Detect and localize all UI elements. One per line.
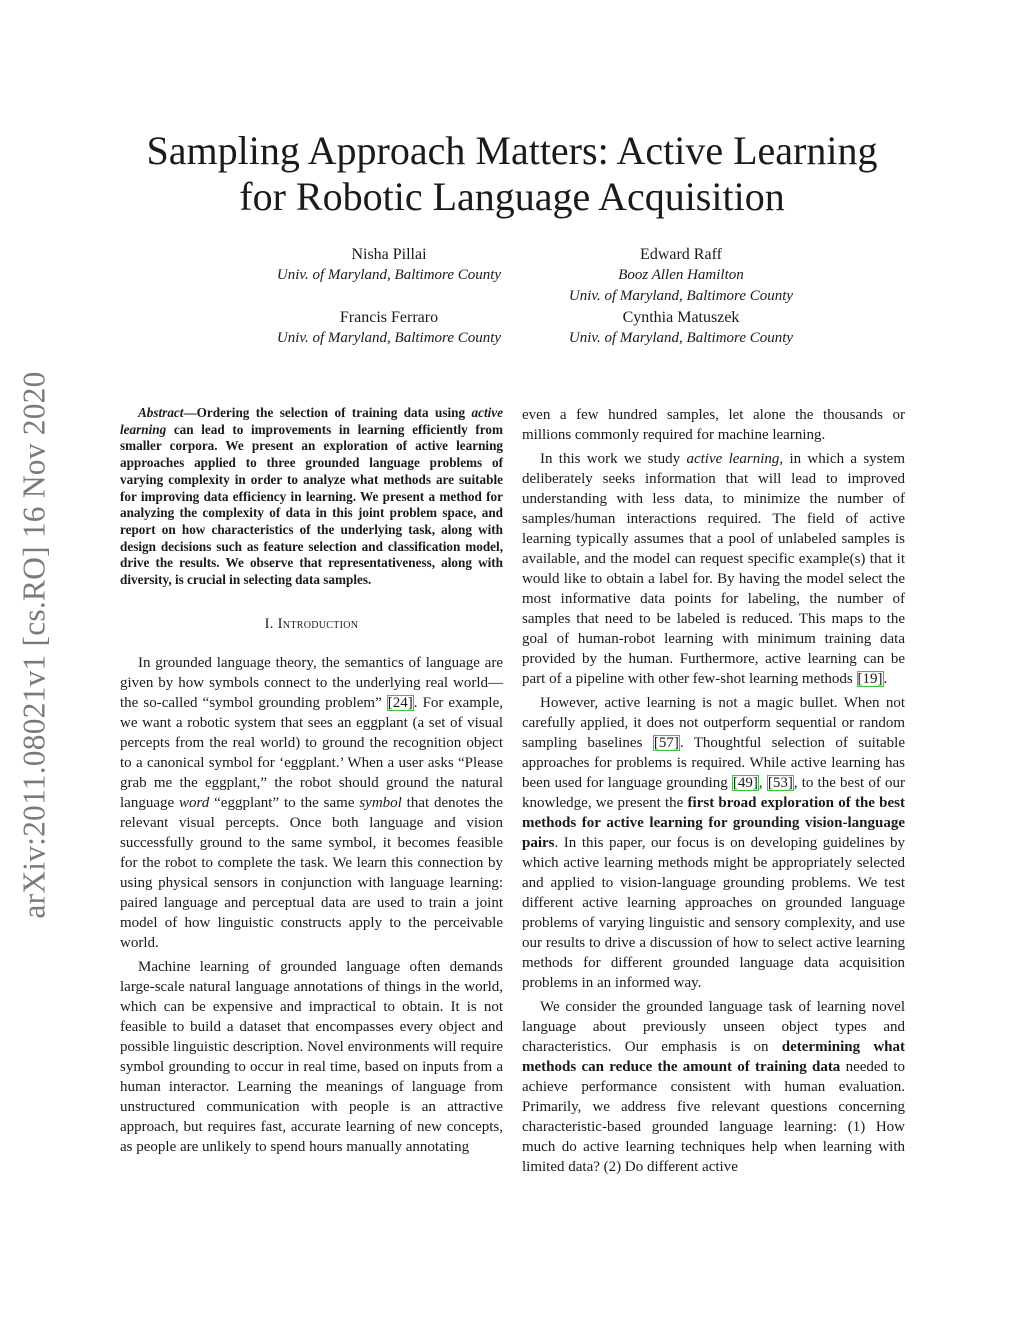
author-block-2 (501, 244, 861, 307)
abstract: Abstract—Ordering the selection of training data using active learning can lead to improvements in learning efficiently from smaller corpora. We present an exploration of active learning approaches applied to three grounded language problems of varying complexity in order to analyze what methods are suitable for improving data efficiency in learning. We present a method for analyzing the complexity of data in this joint problem space, and report on how characteristics of the underlying task, along with design decisions such as feature selection and classification model, drive the results. We observe that representativeness, along with diversity, is crucial in selecting data samples. (120, 405, 503, 588)
author-name: Cynthia Matuszek (622, 309, 740, 326)
intro-paragraph-5: We consider the grounded language task of learning novel language about previously unseen object types and characteristics. Our emphasis is on determining what methods can reduce the amount of training data needed to achieve performance consistent with human evaluation. Primarily, we address five relevant questions concerning characteristic-based grounded language learning: (1) How much do active learning techniques help when learning with limited data? (2) Do different active (522, 999, 906, 1175)
paper-title (0, 128, 1024, 220)
citation-link[interactable]: [57] (653, 735, 679, 751)
citation-link[interactable]: [24] (387, 694, 413, 711)
author-affiliation: Univ. of Maryland, Baltimore County (568, 330, 794, 346)
author-block-4 (501, 307, 861, 349)
citation-link[interactable]: [53] (767, 775, 793, 791)
author-name: Francis Ferraro (339, 309, 439, 326)
author-name: Edward Raff (640, 246, 722, 263)
title-line-1: Sampling Approach Matters: Active Learning (146, 128, 878, 173)
arxiv-text: arXiv:2011.08021v1 [cs.RO] 16 Nov 2020 (17, 371, 53, 919)
section-number: I. (264, 615, 274, 632)
arxiv-identifier (13, 345, 57, 945)
intro-paragraph-3: In this work we study active learning, in which a system deliberately seeks information that will lead to improved understanding with less data, to minimize the number of samples/human interactions required. The field of active learning typically assumes that a pool of unlabeled samples is available, and the model can request specific example(s) that it would like to obtain a label for. By having the model select the most informative data points for labeling, the number of samples that need to be labeled is reduced. This maps to the goal of human-robot learning with minimum training data provided by the human. Furthermore, active learning can be part of a pipeline with other few-shot learning methods [19]. (522, 451, 905, 687)
citation-link[interactable]: [19] (857, 671, 883, 687)
citation-link[interactable]: [49] (732, 775, 758, 791)
left-column (120, 405, 503, 1157)
right-column (522, 405, 905, 1177)
section-heading (120, 614, 503, 634)
intro-paragraph-continued: even a few hundred samples, let alone the thousands or millions commonly required for machine learning. (522, 407, 905, 443)
author-affiliation: Univ. of Maryland, Baltimore County (276, 330, 502, 346)
intro-paragraph-4: However, active learning is not a magic bullet. When not carefully applied, it does not outperform sequential or random sampling baselines [57]. Thoughtful selection of suitable approaches for problems is required. While active learning has been used for language grounding [49], [53], to the best of our knowledge, we present the first broad exploration of the best methods for active learning for grounding vision-language pairs. In this paper, our focus is on developing guidelines by which active learning methods might be appropriately selected and applied to vision-language grounding problems. We test different active learning approaches on grounded language problems of varying linguistic and sensory complexity, and use our results to drive a discussion of how to select active learning methods for different grounded language data acquisition problems in an informed way. (522, 695, 906, 991)
author-affiliation: Univ. of Maryland, Baltimore County (276, 267, 502, 283)
intro-paragraph-1: In grounded language theory, the semantics of language are given by how symbols connect to the underlying real world—the so-called “symbol grounding problem” [24]. For example, we want a robotic system that sees an eggplant (a set of visual percepts from the real world) to ground the recognition object to a canonical symbol for ‘eggplant.’ When a user asks “Please grab me the eggplant,” the robot should ground the natural language word “eggplant” to the same symbol that denotes the relevant visual percepts. Once both language and vision successfully ground to the same symbol, it becomes feasible for the robot to complete the task. We learn this connection by using physical sensors in conjunction with language learning: paired language and perceptual data are used to train a joint model of how linguistic constructs apply to the perceivable world. (120, 654, 504, 951)
author-affiliation: Booz Allen Hamilton (618, 267, 744, 283)
intro-paragraph-2: Machine learning of grounded language often demands large-scale natural language annotations of things in the world, which can be expensive and impractical to obtain. It is not feasible to build a dataset that encompasses every object and possible linguistic description. Novel environments will require symbol grounding to occur in real time, based on inputs from a human interactor. Learning the meanings of language from unstructured communication with people is an attractive approach, but requires fast, accurate learning of new concepts, as people are unlikely to spend hours manually annotating (120, 958, 503, 1155)
section-title: Introduction (277, 615, 359, 632)
title-line-2: for Robotic Language Acquisition (239, 174, 785, 219)
abstract-label: Abstract (138, 405, 184, 420)
author-name: Nisha Pillai (351, 246, 427, 263)
author-affiliation: Univ. of Maryland, Baltimore County (568, 288, 794, 304)
